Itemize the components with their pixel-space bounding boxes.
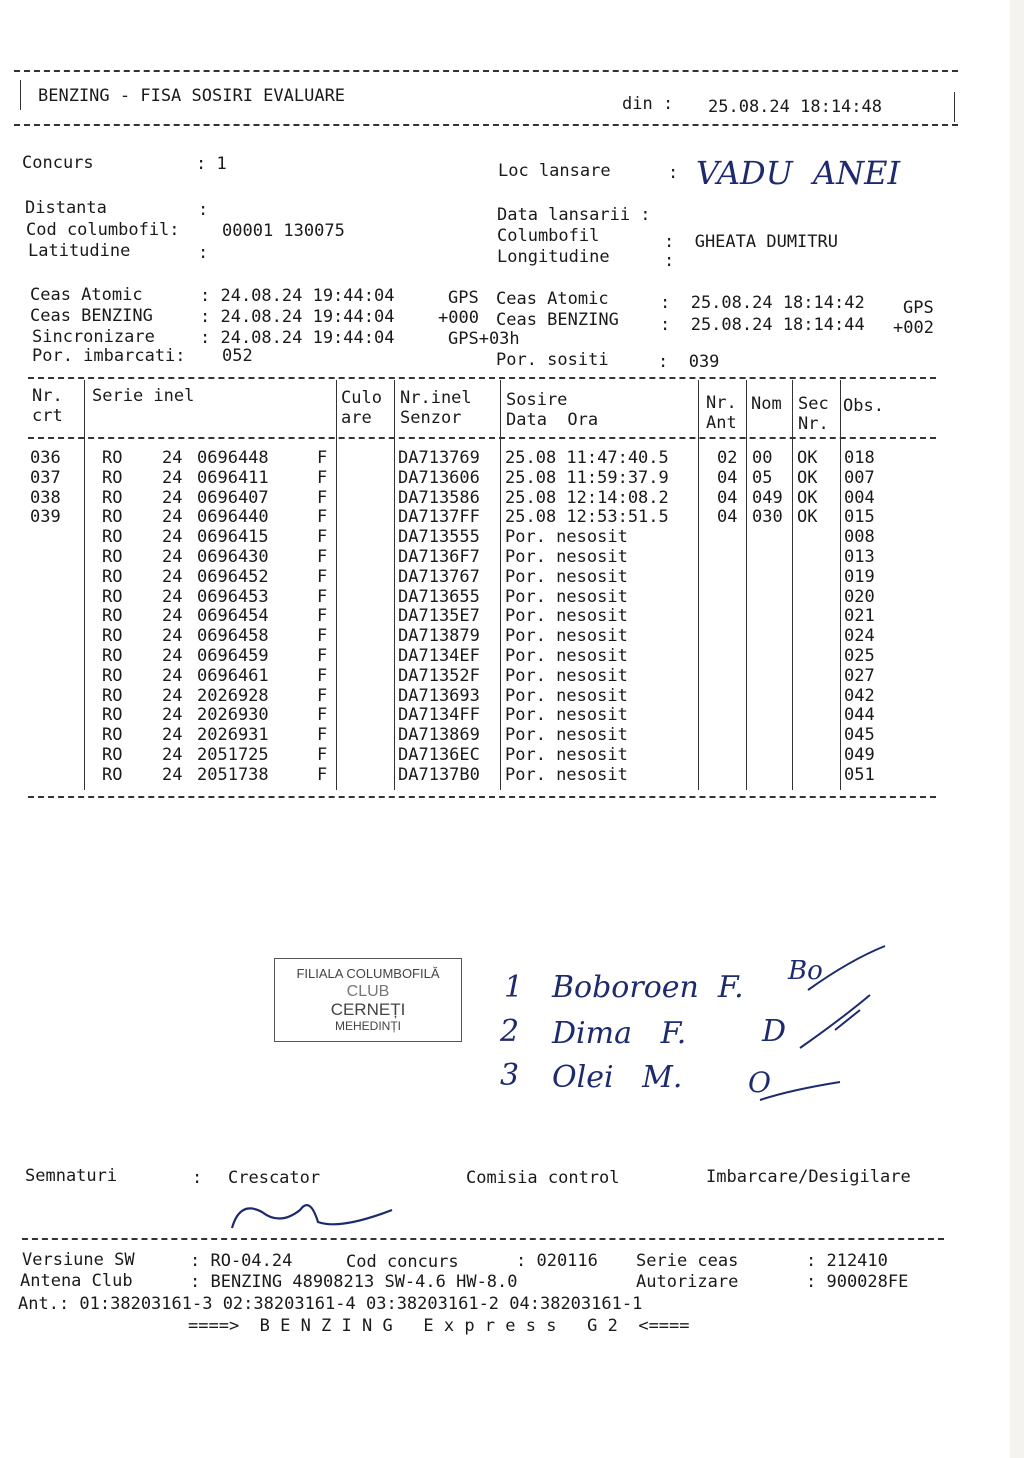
- clock-left-1-suffix: +000: [438, 308, 479, 328]
- cell-senzor: DA7134FF: [398, 705, 480, 726]
- clock-left-1-label: Ceas BENZING: [30, 306, 153, 326]
- cell-obs: 021: [844, 606, 875, 627]
- cell-nr: 037: [30, 467, 61, 488]
- cell-sex: F: [317, 547, 328, 567]
- cell-senzor: DA7136EC: [398, 745, 480, 765]
- clock-right-1-value: : 25.08.24 18:14:44: [660, 315, 865, 335]
- cell-senzor: DA713769: [398, 448, 480, 468]
- cod-concurs-label: Cod concurs: [346, 1252, 459, 1272]
- report-date-label: din :: [622, 94, 674, 114]
- imbarcati-label: Por. imbarcati:: [32, 346, 186, 366]
- cell-an: 24: [162, 606, 183, 627]
- columbofil-label: Columbofil: [497, 226, 600, 246]
- clock-right-1-label: Ceas BENZING: [496, 310, 619, 330]
- commission-3-signature: O: [748, 1066, 771, 1099]
- cell-nom: 00: [752, 448, 773, 468]
- cell-senzor: DA7135E7: [398, 606, 480, 627]
- cell-tara: RO: [102, 507, 123, 528]
- cell-tara: RO: [102, 685, 123, 706]
- cell-tara: RO: [102, 547, 123, 567]
- cell-obs: 008: [844, 527, 875, 548]
- cell-sex: F: [317, 665, 328, 686]
- loc-lansare-label: Loc lansare: [498, 161, 611, 181]
- antenna-ids: Ant.: 01:38203161-3 02:38203161-4 03:38203161-2 04:38203161-1: [18, 1294, 643, 1314]
- cell-nr: 036: [30, 448, 61, 468]
- cell-an: 24: [162, 725, 183, 746]
- cell-sec: OK: [797, 487, 818, 508]
- cell-inel: 2051738: [197, 764, 269, 785]
- cell-sex: F: [317, 507, 328, 528]
- sositi-value: : 039: [658, 352, 720, 372]
- cell-sosire: Por. nesosit: [505, 606, 628, 627]
- cell-sex: F: [317, 467, 328, 488]
- cell-senzor: DA713869: [398, 725, 480, 746]
- cell-an: 24: [162, 646, 183, 666]
- cod-columbofil-value: 00001 130075: [222, 221, 345, 241]
- cell-inel: 0696407: [197, 487, 269, 508]
- cell-sex: F: [317, 606, 328, 627]
- cell-sosire: Por. nesosit: [505, 547, 628, 567]
- autorizare-value: : 900028FE: [806, 1272, 909, 1292]
- cell-sosire: 25.08 11:59:37.9: [505, 467, 669, 488]
- cell-tara: RO: [102, 764, 123, 785]
- cell-senzor: DA713586: [398, 487, 480, 508]
- longitudine-label: Longitudine: [497, 247, 610, 267]
- stamp-line-4: MEHEDINȚI: [335, 1019, 401, 1033]
- cell-senzor: DA713693: [398, 685, 480, 706]
- cell-obs: 024: [844, 626, 875, 647]
- cell-sosire: Por. nesosit: [505, 527, 628, 548]
- cell-an: 24: [162, 448, 183, 468]
- cell-tara: RO: [102, 606, 123, 627]
- cell-an: 24: [162, 507, 183, 528]
- cell-obs: 007: [844, 467, 875, 488]
- crescator-label: Crescator: [228, 1168, 321, 1188]
- cell-tara: RO: [102, 467, 123, 488]
- cell-inel: 0696459: [197, 646, 269, 666]
- cell-obs: 015: [844, 507, 875, 528]
- cell-an: 24: [162, 705, 183, 726]
- cell-ant: 02: [717, 448, 738, 468]
- cell-tara: RO: [102, 665, 123, 686]
- clock-right-0-value: : 25.08.24 18:14:42: [660, 293, 865, 313]
- cell-inel: 0696453: [197, 586, 269, 607]
- commission-1-num: 1: [504, 970, 524, 1005]
- cell-an: 24: [162, 566, 183, 587]
- latitudine-label: Latitudine: [28, 241, 131, 261]
- footer-rule: [22, 1238, 944, 1240]
- brand-line: ====> B E N Z I N G E x p r e s s G 2 <====: [188, 1316, 690, 1336]
- cell-obs: 044: [844, 705, 875, 726]
- header-nr-inel-senzor: Nr.inel Senzor: [400, 388, 472, 428]
- versiune-value: : RO-04.24: [190, 1251, 293, 1271]
- cell-inel: 0696454: [197, 606, 269, 627]
- cell-inel: 2026928: [197, 685, 269, 706]
- report-title: BENZING - FISA SOSIRI EVALUARE: [38, 86, 346, 106]
- cell-nom: 049: [752, 487, 783, 508]
- header-obs: Obs.: [843, 396, 884, 416]
- cod-columbofil-label: Cod columbofil:: [26, 220, 180, 240]
- cell-sosire: Por. nesosit: [505, 764, 628, 785]
- cell-sosire: Por. nesosit: [505, 646, 628, 666]
- cell-an: 24: [162, 586, 183, 607]
- cell-sex: F: [317, 566, 328, 587]
- cell-sosire: 25.08 11:47:40.5: [505, 448, 669, 468]
- header-nom: Nom: [751, 394, 782, 414]
- header-culoare: Culo are: [341, 388, 382, 428]
- distanta-value: :: [198, 200, 209, 220]
- cell-sex: F: [317, 448, 328, 468]
- commission-2-num: 2: [500, 1014, 520, 1049]
- cell-an: 24: [162, 685, 183, 706]
- cell-inel: 2051725: [197, 745, 269, 765]
- cell-senzor: DA7136F7: [398, 547, 480, 567]
- cell-tara: RO: [102, 646, 123, 666]
- header-nr-crt: Nr. crt: [32, 386, 63, 426]
- cell-sex: F: [317, 685, 328, 706]
- cell-senzor: DA713555: [398, 527, 480, 548]
- loc-lansare-handwritten: VADU ANEI: [696, 154, 901, 192]
- cell-obs: 020: [844, 586, 875, 607]
- cell-an: 24: [162, 547, 183, 567]
- loc-lansare-colon: :: [668, 163, 679, 183]
- antena-club-label: Antena Club: [20, 1271, 133, 1291]
- header-sosire: Sosire Data Ora: [506, 390, 599, 430]
- cell-senzor: DA713606: [398, 467, 480, 488]
- semnaturi-colon: :: [192, 1168, 203, 1188]
- cell-ant: 04: [717, 487, 738, 508]
- cell-sosire: Por. nesosit: [505, 725, 628, 746]
- cell-sosire: Por. nesosit: [505, 626, 628, 647]
- cell-nr: 039: [30, 507, 61, 528]
- serie-ceas-value: : 212410: [806, 1251, 888, 1271]
- versiune-label: Versiune SW: [22, 1250, 135, 1270]
- cell-sosire: Por. nesosit: [505, 586, 628, 607]
- semnaturi-label: Semnaturi: [25, 1166, 118, 1186]
- cell-tara: RO: [102, 527, 123, 548]
- cell-an: 24: [162, 487, 183, 508]
- cell-an: 24: [162, 626, 183, 647]
- cell-sosire: Por. nesosit: [505, 566, 628, 587]
- cell-tara: RO: [102, 705, 123, 726]
- cell-tara: RO: [102, 725, 123, 746]
- cell-obs: 042: [844, 685, 875, 706]
- cell-nr: 038: [30, 487, 61, 508]
- cell-sex: F: [317, 626, 328, 647]
- cell-sec: OK: [797, 507, 818, 528]
- columbofil-value: : GHEATA DUMITRU: [664, 232, 838, 252]
- commission-3-name: Olei M.: [552, 1060, 683, 1095]
- cell-sex: F: [317, 646, 328, 666]
- clock-left-2-label: Sincronizare: [32, 327, 155, 347]
- cell-obs: 051: [844, 764, 875, 785]
- cell-an: 24: [162, 665, 183, 686]
- commission-1-name: Boboroen F.: [552, 970, 744, 1005]
- cell-sex: F: [317, 527, 328, 548]
- stamp-line-1: FILIALA COLUMBOFILĂ: [296, 966, 440, 981]
- signature-stroke-1: [808, 946, 885, 990]
- concurs-value: : 1: [196, 154, 227, 174]
- cell-senzor: DA713767: [398, 566, 480, 587]
- cell-inel: 0696448: [197, 448, 269, 468]
- antena-club-value: : BENZING 48908213 SW-4.6 HW-8.0: [190, 1272, 518, 1292]
- cell-sosire: 25.08 12:14:08.2: [505, 487, 669, 508]
- cell-inel: 0696440: [197, 507, 269, 528]
- signature-stroke-3: [760, 1082, 840, 1100]
- clock-left-0-value: : 24.08.24 19:44:04: [200, 286, 395, 306]
- stamp-line-2: CLUB: [346, 983, 390, 1000]
- clock-left-1-value: : 24.08.24 19:44:04: [200, 307, 395, 327]
- cell-sosire: 25.08 12:53:51.5: [505, 507, 669, 528]
- serie-ceas-label: Serie ceas: [636, 1251, 739, 1271]
- header-nr-ant: Nr. Ant: [706, 393, 737, 433]
- cell-senzor: DA7137B0: [398, 764, 480, 785]
- cell-sex: F: [317, 705, 328, 726]
- cell-sosire: Por. nesosit: [505, 705, 628, 726]
- cell-sex: F: [317, 586, 328, 607]
- cell-senzor: DA713655: [398, 586, 480, 607]
- cell-sex: F: [317, 725, 328, 746]
- cell-sec: OK: [797, 467, 818, 488]
- commission-2-name: Dima F.: [552, 1016, 687, 1051]
- cell-obs: 018: [844, 448, 875, 468]
- cell-an: 24: [162, 467, 183, 488]
- cell-inel: 0696452: [197, 566, 269, 587]
- crescator-signature: [232, 1205, 392, 1228]
- cell-tara: RO: [102, 487, 123, 508]
- cell-senzor: DA713879: [398, 626, 480, 647]
- clock-left-2-suffix: GPS+03h: [448, 329, 520, 349]
- cell-tara: RO: [102, 626, 123, 647]
- comisia-control-label: Comisia control: [466, 1168, 620, 1188]
- cell-senzor: DA7137FF: [398, 507, 480, 528]
- commission-1-signature: Bo: [788, 956, 823, 986]
- signature-stroke-2: [800, 995, 870, 1048]
- distanta-label: Distanta: [25, 198, 107, 218]
- cell-sosire: Por. nesosit: [505, 685, 628, 706]
- header-sec-nr: Sec Nr.: [798, 394, 829, 434]
- header-serie-inel: Serie inel: [92, 386, 195, 406]
- cell-inel: 0696430: [197, 547, 269, 567]
- clock-right-0-label: Ceas Atomic: [496, 289, 609, 309]
- cell-inel: 0696415: [197, 527, 269, 548]
- cell-nom: 030: [752, 507, 783, 528]
- cell-obs: 019: [844, 566, 875, 587]
- cell-obs: 004: [844, 487, 875, 508]
- cell-tara: RO: [102, 586, 123, 607]
- autorizare-label: Autorizare: [636, 1272, 739, 1292]
- clock-right-1-suffix: +002: [893, 318, 934, 338]
- cell-ant: 04: [717, 507, 738, 528]
- cell-tara: RO: [102, 566, 123, 587]
- cell-inel: 0696458: [197, 626, 269, 647]
- cell-obs: 025: [844, 646, 875, 666]
- sositi-label: Por. sositi: [496, 350, 609, 370]
- cell-ant: 04: [717, 467, 738, 488]
- cell-obs: 013: [844, 547, 875, 567]
- cell-an: 24: [162, 527, 183, 548]
- cell-senzor: DA7134EF: [398, 646, 480, 666]
- imbarcati-value: 052: [222, 346, 253, 366]
- longitudine-value: :: [664, 251, 675, 271]
- cell-sex: F: [317, 764, 328, 785]
- cell-senzor: DA71352F: [398, 665, 480, 686]
- clock-right-0-suffix: GPS: [903, 298, 934, 318]
- cell-sosire: Por. nesosit: [505, 665, 628, 686]
- commission-3-num: 3: [500, 1058, 520, 1093]
- cod-concurs-value: : 020116: [516, 1251, 598, 1271]
- cell-inel: 2026930: [197, 705, 269, 726]
- cell-inel: 0696461: [197, 665, 269, 686]
- latitudine-value: :: [198, 243, 209, 263]
- cell-inel: 2026931: [197, 725, 269, 746]
- commission-2-signature: D: [762, 1014, 787, 1049]
- stamp-line-3: CERNEȚI: [330, 1000, 406, 1019]
- cell-tara: RO: [102, 448, 123, 468]
- report-date-value: 25.08.24 18:14:48: [708, 97, 882, 117]
- cell-sosire: Por. nesosit: [505, 745, 628, 765]
- cell-sec: OK: [797, 448, 818, 468]
- concurs-label: Concurs: [22, 153, 94, 173]
- cell-obs: 027: [844, 665, 875, 686]
- cell-tara: RO: [102, 745, 123, 765]
- cell-an: 24: [162, 764, 183, 785]
- cell-obs: 049: [844, 745, 875, 765]
- clock-left-0-label: Ceas Atomic: [30, 285, 143, 305]
- cell-nom: 05: [752, 467, 773, 488]
- cell-an: 24: [162, 745, 183, 765]
- cell-obs: 045: [844, 725, 875, 746]
- data-lansarii-label: Data lansarii :: [497, 205, 651, 225]
- clock-left-0-suffix: GPS: [448, 288, 479, 308]
- clock-left-2-value: : 24.08.24 19:44:04: [200, 328, 395, 348]
- cell-inel: 0696411: [197, 467, 269, 488]
- cell-sex: F: [317, 487, 328, 508]
- cell-sex: F: [317, 745, 328, 765]
- imbarcare-label: Imbarcare/Desigilare: [706, 1167, 911, 1187]
